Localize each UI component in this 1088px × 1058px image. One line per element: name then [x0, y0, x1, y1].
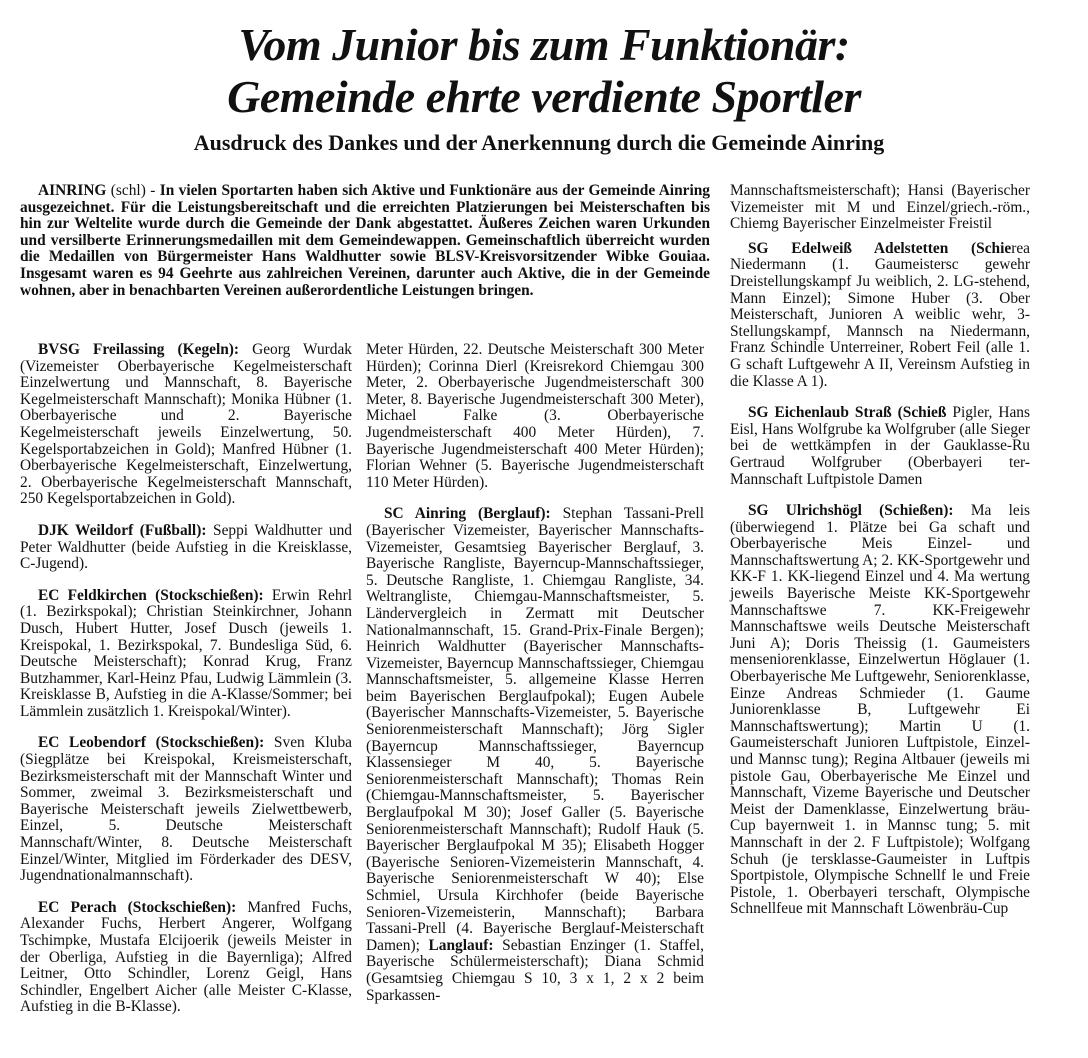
club-name: SC Ainring (Berglauf):: [384, 505, 551, 523]
club-name: EC Leobendorf (Stockschießen):: [38, 734, 265, 752]
club-entry: [730, 405, 1030, 488]
club-entry: [366, 506, 704, 1004]
club-entry: [730, 241, 1030, 390]
headline-line-2: Gemeinde ehrte verdiente Sportler: [227, 71, 861, 122]
club-honorees: Erwin Rehrl (1. Bezirkspokal); Christian Steinkirchner, Johann Dusch, Hubert Hutter, Josef Dusch (jeweils 1. Kreispokal, 1. Bezirkspokal, 7. Bundesliga Süd, 6. Deutsche Meisterschaft); Konrad Krug, Franz Butzhammer, Karl-Heinz Pfau, Ludwig Lämmlein (3. Kreisklasse B, Aufstieg in die A-Klasse/Sommer; bei Lämmlein zusätzlich 1. Kreispokal/Winter).: [20, 586, 352, 720]
headline-line-1: Vom Junior bis zum Funktionär:: [238, 19, 850, 70]
section-name: Langlauf:: [428, 936, 494, 954]
club-name: EC Feldkirchen (Stockschießen):: [38, 586, 264, 604]
club-entry: [20, 735, 352, 884]
dateline: AINRING: [38, 182, 107, 199]
author-tag: (schl) -: [106, 182, 160, 199]
club-name: SG Edelweiß Adelstetten (Schie: [748, 239, 1012, 257]
club-name: BVSG Freilassing (Kegeln):: [38, 341, 240, 358]
column-1: [20, 342, 352, 1058]
section-honorees: Sebastian Enzinger (1. Staffel, Bayerische Schülermeisterschaft); Diana Schmid (Gesamtsieg Chiemgau S 10, 3 x 1, 2 x 2 beim Sparkassen-: [366, 936, 704, 1004]
subheadline: Ausdruck des Dankes und der Anerkennung durch die Gemeinde Ainring: [193, 130, 885, 155]
club-entry: [20, 523, 352, 573]
club-name: EC Perach (Stockschießen):: [38, 898, 237, 916]
club-name: SG Ulrichshögl (Schießen):: [748, 502, 954, 520]
club-honorees: Georg Wurdak (Vizemeister Oberbayerische Kegelmeisterschaft Einzelwertung und Mannschaft, 8. Bayerische Kegelmeisterschaft Mannschaft); Monika Hübner (1. Oberbayerische und 2. Bayerische Kegelmeisterschaft jeweils Einzelwertung, 50. Kegelsportabzeichen in Gold); Manfred Hübner (1. Oberbayerische Kegelmeisterschaft, Einzelwertung, 2. Oberbayerische Kegelmeisterschaft Mannschaft, 250 Kegelsportabzeichen in Gold).: [20, 341, 352, 508]
club-name: SG Eichenlaub Straß (Schieß: [748, 404, 947, 422]
club-honorees: Seppi Waldhutter und Peter Waldhutter (beide Aufstieg in die Kreisklasse, C-Jugend).: [20, 521, 352, 573]
club-entry-continued: [366, 342, 704, 491]
club-honorees: Meter Hürden, 22. Deutsche Meisterschaft 300 Meter Hürden); Corinna Dierl (Kreisrekord Chiemgau 300 Meter, 2. Oberbayerische Jugendmeisterschaft 300 Meter, 8. Bayerische Jugendmeisterschaft 300 Meter), Michael Falke (3. Oberbayerische Jugendmeisterschaft 400 Meter Hürden), 7. Bayerische Jugendmeisterschaft 400 Meter Hürden); Florian Wehner (5. Bayerische Jugendmeisterschaft 110 Meter Hürden).: [366, 341, 704, 491]
club-entry: [20, 900, 352, 1016]
club-name: DJK Weildorf (Fußball):: [38, 521, 207, 539]
club-entry: [730, 503, 1030, 918]
intro-paragraph: [20, 183, 710, 299]
club-honorees: Manfred Fuchs, Alexander Fuchs, Herbert Angerer, Wolfgang Tschimpke, Mustafa Elcijoerik (jeweils Meister in der Oberliga, Aufstieg in die Bayernliga); Alfred Leitner, Otto Schindler, Lorenz Geigl, Hans Schindler, Engelbert Aicher (alle Meister C-Klasse, Aufstieg in die B-Klasse).: [20, 898, 352, 1016]
column-2: [366, 342, 704, 1058]
club-honorees: Sven Kluba (Siegplätze bei Kreispokal, Kreismeisterschaft, Bezirksmeisterschaft mit der Mannschaft Winter und Sommer, zweimal 3. Bezirksmeisterschaft und Bayerische Meisterschaft jeweils Zielwettbewerb, Einzel, 5. Deutsche Meisterschaft Mannschaft/Winter, 8. Deutsche Meisterschaft Einzel/Winter, Mitglied im Förderkader des DESV, Jugendnationalmannschaft).: [20, 734, 352, 885]
club-entry: [20, 342, 352, 508]
club-honorees: rea Niedermann (1. Gaumeistersc gewehr Dreistellungskampf Ju weiblich, 2. LG-stehend, Mann Einzel); Simone Huber (3. Ober Meisterschaft, Junioren A weiblic wehr, 3-Stellungskampf, Mannsch na Niedermann, Franz Schindle Unterreiner, Robert Feil (alle 1. G schaft Luftgewehr A II, Vereinsm Aufstieg in die Klasse A 1).: [730, 239, 1030, 390]
club-honorees: Stephan Tassani-Prell (Bayerischer Vizemeister, Bayerischer Mannschafts-Vizemeister, Gesamtsieg Bayerischer Berglauf, 3. Bayerische Rangliste, Bayerncup-Mannschaftssieger, 5. Deutsche Rangliste, 1. Chiemgau Rangliste, 34. Weltrangliste, Chiemgau-Mannschaftsmeister, 5. Ländervergleich in Zermatt mit Deutscher Nationalmannschaft, 15. Grand-Prix-Finale Bergen); Heinrich Waldhutter (Bayerischer Mannschafts-Vizemeister, Bayerncup Mannschaftssieger, Chiemgau Mannschaftsmeister, 5. allgemeine Klasse Herren beim Bayerischen Berglaufpokal); Eugen Aubele (Bayerischer Mannschafts-Vizemeister, 5. Bayerische Seniorenmeisterschaft Mannschaft); Jörg Sigler (Bayerncup Mannschaftssieger, Bayerncup Klassensieger M 40, 5. Bayerische Seniorenmeisterschaft Mannschaft); Thomas Rein (Chiemgau-Mannschaftsmeister, 5. Bayerischer Berglaufpokal M 30); Josef Galler (5. Bayerische Seniorenmeisterschaft Mannschaft); Rudolf Hauk (5. Bayerischer Berglaufpokal M 35); Elisabeth Hogger (Bayerische Senioren-Vizemeisterin Mannschaft, 4. Bayerische Seniorenmeisterschaft W 40); Else Schmiel, Ursula Kirchhofer (beide Bayerische Senioren-Vizemeisterin, Mannschaft); Barbara Tassani-Prell (4. Bayerische Berglauf-Meisterschaft Damen);: [366, 505, 704, 954]
column-3: [730, 183, 1030, 1058]
intro-text: In vielen Sportarten haben sich Aktive und Funktionäre aus der Gemeinde Ainring ausgezeichnet. Für die Leistungsbereitschaft und die erreichten Platzierungen bei Meisterschaften bis hin zur Weltelite wurde durch die Gemeinde der Dank abgestattet. Äußeres Zeichen waren Urkunden und versilberte Erinnerungsmedaillen mit dem Gemeindewappen. Gemeinschaftlich überreicht wurden die Medaillen von Bürgermeister Hans Waldhutter sowie BLSV-Kreisvorsitzender Wibke Gouiaa. Insgesamt waren es 94 Geehrte aus zahlreichen Vereinen, darunter auch Aktive, die in der Gemeinde wohnen, aber in benachbarten Vereinen außerordentliche Leistungen bringen.: [20, 182, 711, 299]
club-honorees: Pigler, Hans Eisl, Hans Wolfgrube ka Wolfgruber (alle Sieger bei de wettkämpfen in der Gauklasse-Ru Gertraud Wolfgruber (Oberbayeri ter-Mannschaft Luftpistole Damen: [730, 404, 1030, 488]
club-honorees: Mannschaftsmeisterschaft); Hansi (Bayerischer Vizemeister mit M und Einzel/griech.-röm., Chiemg Bayerischer Einzelmeister Freistil: [730, 182, 1030, 233]
club-honorees: Ma leis (überwiegend 1. Plätze bei Ga schaft und Oberbayerische Meis Einzel- und Mannschaftswertung A; 2. KK-Sportgewehr und KK-F 1. KK-liegend Einzel und 4. Ma wertung jeweils Bayerische Meiste KK-Sportgewehr Mannschaftswe 7. KK-Freigewehr Mannschaftswe weils Deutsche Meisterschaft Juni A); Doris Theissig (1. Gaumeisters menseniorenklasse, Einzelwertun Höglauer (1. Oberbayerische Me Luftgewehr, Seniorenklasse, Einze Andreas Schmieder (1. Gaume Juniorenklasse B, Luftgewehr Ei Mannschaftswertung); Martin U (1. Gaumeisterschaft Junioren Luftpistole, Einzel- und Mannsc tung); Regina Altbauer (jeweils mi pistole Gau, Oberbayerische Me Einzel und Mannschaft, Vizeme Bayerische und Deutscher Meist der Damenklasse, Einzelwertung bräu-Cup bayernweit 1. in Mannsc tung; 5. mit Mannschaft in der 2. F Luftpistole); Wolfgang Schuh (je tersklasse-Gaumeister in Luftpis Sportpistole, Olympische Schnellf le und Freie Pistole, 1. Oberbayeri terschaft, Olympische Schnellfeue mit Mannschaft Löwenbräu-Cup: [730, 502, 1030, 918]
club-entry-continued: [730, 183, 1030, 233]
club-entry: [20, 588, 352, 721]
